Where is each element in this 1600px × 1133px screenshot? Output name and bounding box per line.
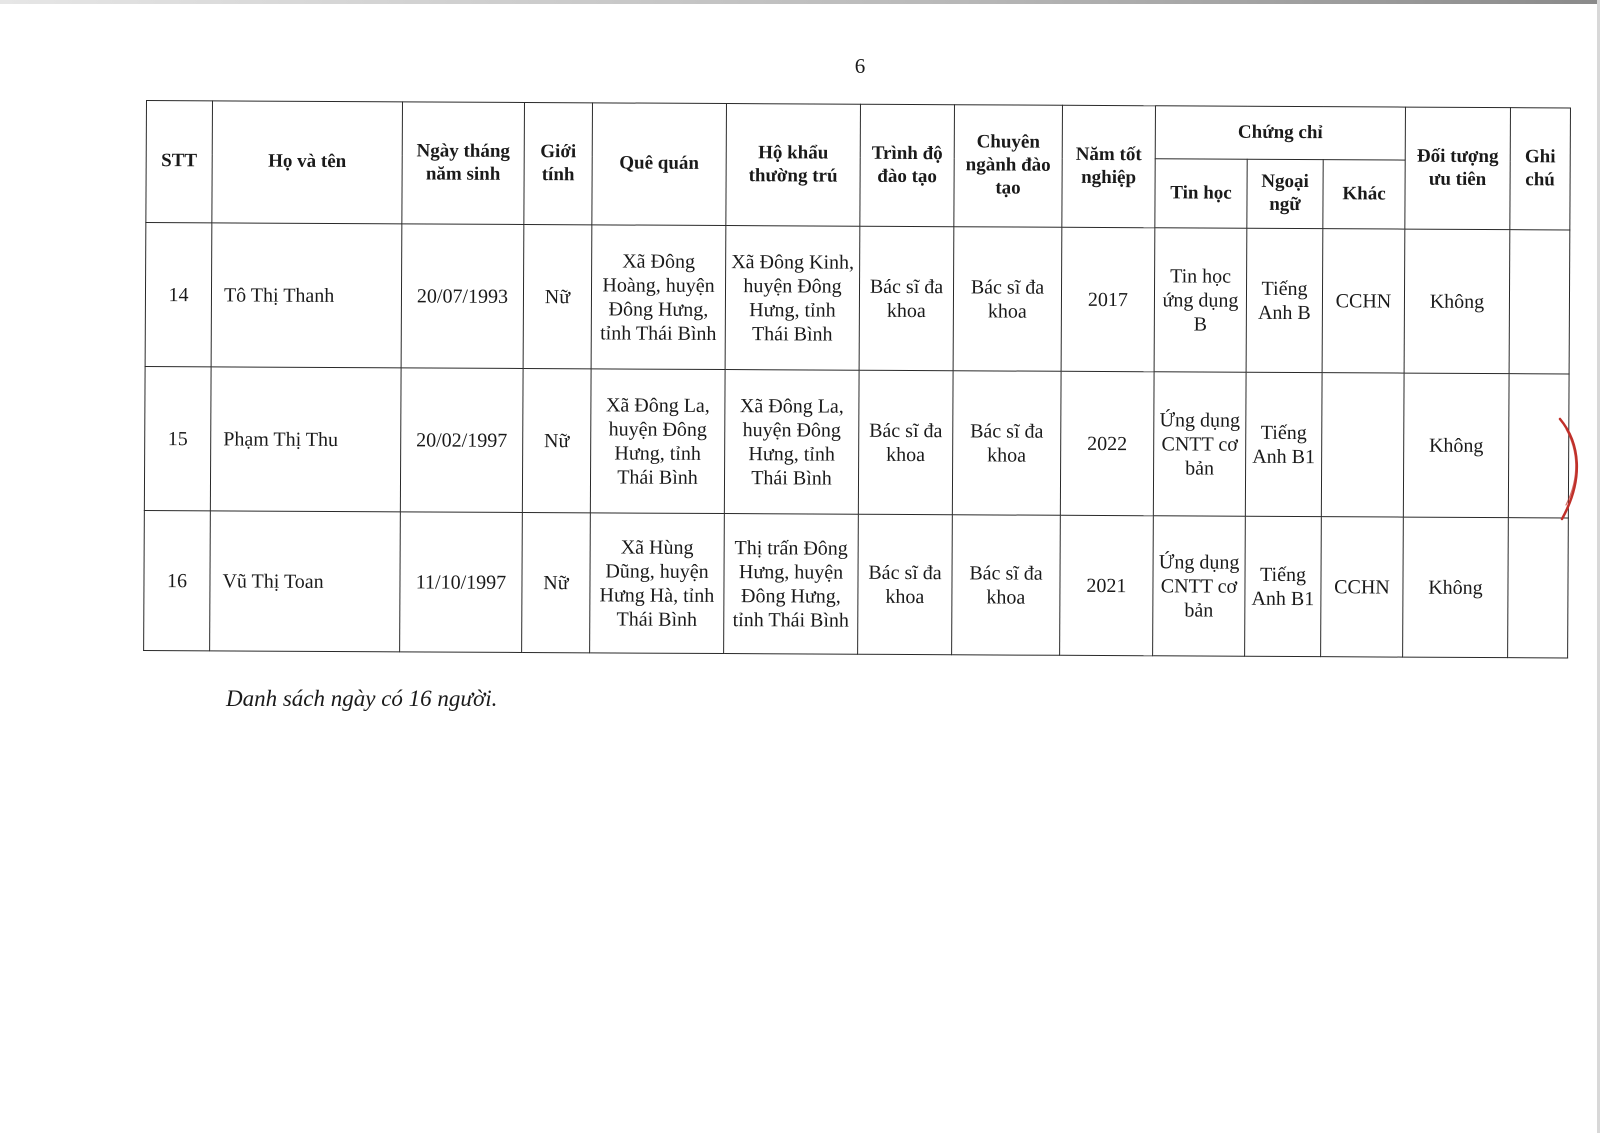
- cell-gender: Nữ: [523, 224, 592, 368]
- cell-gender: Nữ: [522, 512, 591, 652]
- page-number: 6: [854, 54, 866, 78]
- header-major: Chuyên ngành đào tạo: [954, 105, 1063, 228]
- cell-note: [1508, 518, 1569, 658]
- cell-language: Tiếng Anh B1: [1245, 516, 1322, 656]
- cell-hometown: Xã Hùng Dũng, huyện Hưng Hà, tỉnh Thái Bình: [590, 513, 725, 654]
- table-row: [144, 510, 1569, 657]
- cell-name: Vũ Thị Toan: [210, 511, 401, 652]
- header-stt: STT: [146, 101, 213, 223]
- cell-other: CCHN: [1321, 517, 1404, 657]
- cell-education: Bác sĩ đa khoa: [859, 226, 954, 370]
- cell-residence: Thị trấn Đông Hưng, huyện Đông Hưng, tỉnh Thái Bình: [724, 514, 859, 655]
- cell-major: Bác sĩ đa khoa: [952, 371, 1061, 516]
- cell-stt: 14: [145, 223, 212, 367]
- cell-residence: Xã Đông Kinh, huyện Đông Hưng, tỉnh Thái Bình: [725, 226, 860, 371]
- cell-residence: Xã Đông La, huyện Đông Hưng, tỉnh Thái Bình: [724, 370, 859, 515]
- cell-dob: 20/07/1993: [401, 224, 524, 369]
- cell-stt: 16: [144, 510, 211, 650]
- cell-priority: Không: [1404, 229, 1510, 374]
- cell-priority: Không: [1403, 373, 1509, 518]
- cell-other: CCHN: [1322, 229, 1405, 373]
- red-seal-fragment: [1554, 415, 1594, 525]
- cell-hometown: Xã Đông La, huyện Đông Hưng, tỉnh Thái Bình: [590, 369, 725, 514]
- cell-it: Ứng dụng CNTT cơ bản: [1153, 372, 1246, 516]
- cell-gender: Nữ: [522, 368, 591, 512]
- cell-education: Bác sĩ đa khoa: [858, 514, 953, 654]
- cell-major: Bác sĩ đa khoa: [953, 227, 1062, 372]
- cell-grad-year: 2022: [1060, 371, 1154, 515]
- header-priority: Đối tượng ưu tiên: [1405, 107, 1511, 230]
- cell-language: Tiếng Anh B1: [1245, 372, 1322, 516]
- header-hometown: Quê quán: [592, 103, 727, 226]
- cell-name: Tô Thị Thanh: [211, 223, 402, 368]
- cell-name: Phạm Thị Thu: [210, 367, 401, 512]
- header-it: Tin học: [1155, 159, 1247, 228]
- list-summary-note: Danh sách ngày có 16 người.: [226, 686, 498, 711]
- cell-education: Bác sĩ đa khoa: [858, 370, 953, 514]
- header-grad-year: Năm tốt nghiệp: [1062, 105, 1156, 227]
- cell-language: Tiếng Anh B: [1246, 228, 1323, 372]
- cell-it: Ứng dụng CNTT cơ bản: [1153, 516, 1246, 656]
- header-note: Ghi chú: [1510, 108, 1571, 230]
- table-row: [144, 366, 1569, 517]
- candidate-table: [143, 100, 1571, 658]
- cell-priority: Không: [1403, 517, 1509, 658]
- cell-note: [1509, 230, 1570, 374]
- header-row: [146, 101, 1570, 161]
- cell-major: Bác sĩ đa khoa: [952, 515, 1061, 656]
- cell-dob: 11/10/1997: [400, 512, 523, 653]
- cell-it: Tin học ứng dụng B: [1154, 228, 1247, 372]
- cell-grad-year: 2021: [1060, 515, 1154, 655]
- header-other: Khác: [1323, 160, 1405, 229]
- table-row: [145, 223, 1570, 374]
- header-certificates: Chứng chỉ: [1155, 106, 1405, 160]
- table-body: [144, 223, 1570, 658]
- header-residence: Hộ khẩu thường trú: [726, 104, 861, 227]
- header-language: Ngoại ngữ: [1247, 159, 1323, 228]
- cell-grad-year: 2017: [1061, 227, 1155, 371]
- header-education: Trình độ đào tạo: [860, 104, 955, 226]
- header-name: Họ và tên: [212, 101, 403, 224]
- cell-hometown: Xã Đông Hoàng, huyện Đông Hưng, tỉnh Thái Bình: [591, 225, 726, 370]
- table-header: [146, 101, 1571, 230]
- cell-other: [1321, 373, 1404, 517]
- cell-dob: 20/02/1997: [400, 368, 523, 513]
- header-dob: Ngày tháng năm sinh: [402, 102, 525, 225]
- header-gender: Giới tính: [524, 102, 593, 224]
- cell-stt: 15: [144, 366, 211, 510]
- scan-top-edge: [0, 0, 1600, 4]
